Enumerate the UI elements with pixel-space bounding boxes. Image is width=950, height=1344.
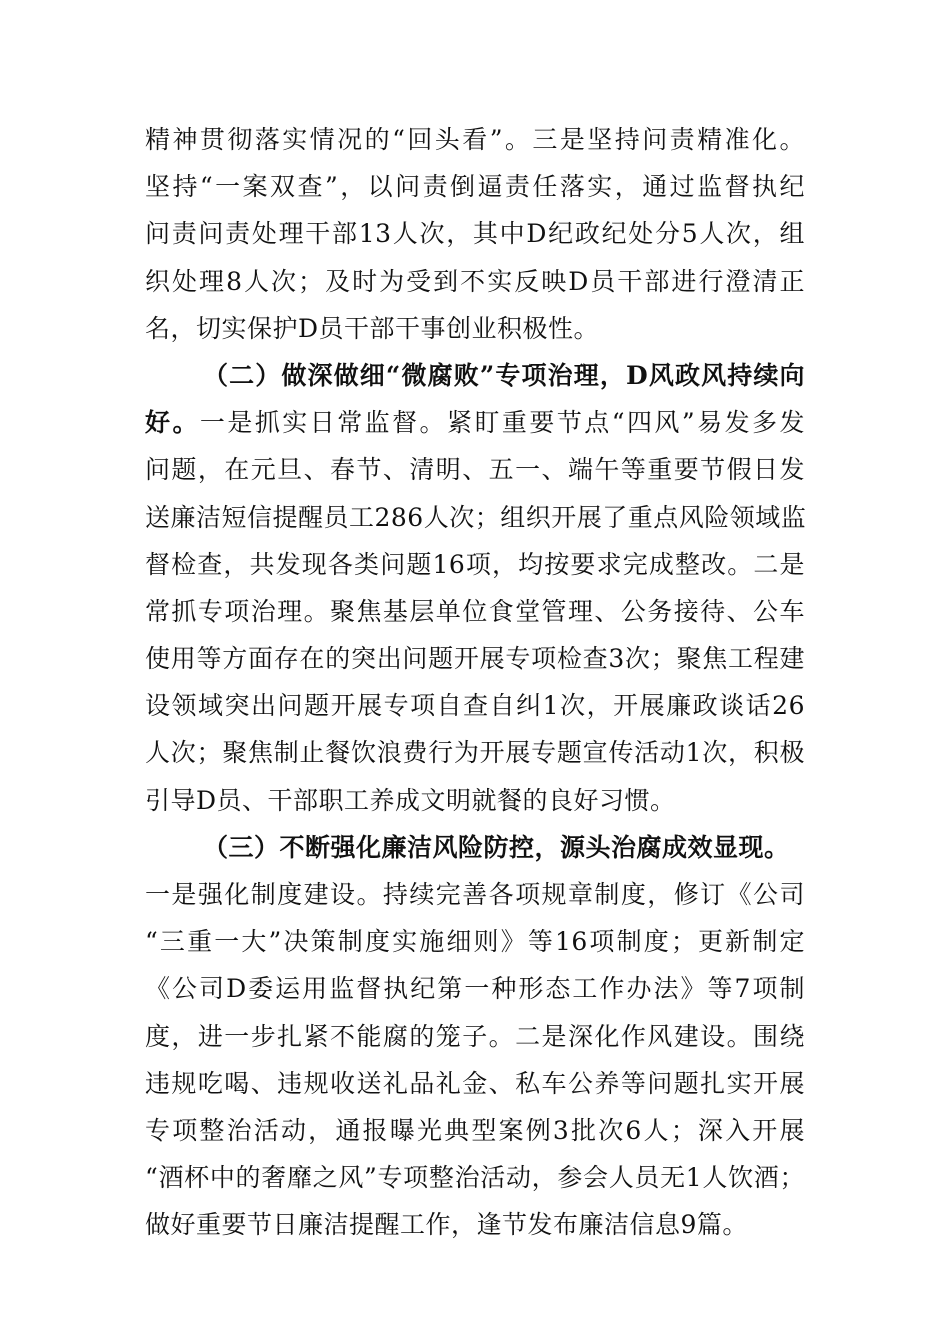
text-line: “酒杯中的奢靡之风”专项整治活动，参会人员无1人饮酒； [145, 1163, 805, 1193]
text-line: 设领域突出问题开展专项自查自纠1次，开展廉政谈话26 [145, 691, 805, 721]
text-line: 违规吃喝、违规收送礼品礼金、私车公养等问题扎实开展 [145, 1068, 805, 1098]
text-line: 使用等方面存在的突出问题开展专项检查3次；聚焦工程建 [145, 644, 805, 674]
text-line: 问责问责处理干部13人次，其中D纪政纪处分5人次，组 [145, 219, 805, 249]
text-line: 度，进一步扎紧不能腐的笼子。二是深化作风建设。围绕 [145, 1021, 805, 1051]
text-line: “三重一大”决策制度实施细则》等16项制度；更新制定 [145, 927, 805, 957]
text-line: 《公司D委运用监督执纪第一种形态工作办法》等7项制 [145, 974, 805, 1004]
section-heading-2-end: 好。 [145, 408, 200, 438]
text-line: 名，切实保护D员干部干事创业积极性。 [145, 313, 600, 343]
text-line: 人次；聚焦制止餐饮浪费行为开展专题宣传活动1次，积极 [145, 738, 805, 768]
text-line: 引导D员、干部职工养成文明就餐的良好习惯。 [145, 785, 676, 815]
section-heading-3: （三）不断强化廉洁风险防控，源头治腐成效显现。 [203, 832, 790, 862]
text-line: 做好重要节日廉洁提醒工作，逢节发布廉洁信息9篇。 [145, 1210, 748, 1240]
section-heading-2: （二）做深做细“微腐败”专项治理，D风政风持续向 [203, 360, 805, 390]
text-line: 问题，在元旦、春节、清明、五一、端午等重要节假日发 [145, 455, 805, 485]
document-body [145, 116, 805, 1249]
text-line: 织处理8人次；及时为受到不实反映D员干部进行澄清正 [145, 266, 805, 296]
text-line [145, 399, 805, 446]
text-line: 坚持“一案双查”，以问责倒逼责任落实，通过监督执纪 [145, 172, 805, 202]
text-line: 督检查，共发现各类问题16项，均按要求完成整改。二是 [145, 549, 805, 579]
text-line: 送廉洁短信提醒员工286人次；组织开展了重点风险领域监 [145, 502, 807, 532]
text-line: 一是强化制度建设。持续完善各项规章制度，修订《公司 [145, 880, 805, 909]
text-span: 一是抓实日常监督。紧盯重要节点“四风”易发多发 [199, 408, 805, 438]
text-line: 精神贯彻落实情况的“回头看”。三是坚持问责精准化。 [145, 125, 805, 154]
text-line: 专项整治活动，通报曝光典型案例3批次6人；深入开展 [145, 1115, 805, 1145]
text-line: 常抓专项治理。聚焦基层单位食堂管理、公务接待、公车 [145, 596, 805, 626]
